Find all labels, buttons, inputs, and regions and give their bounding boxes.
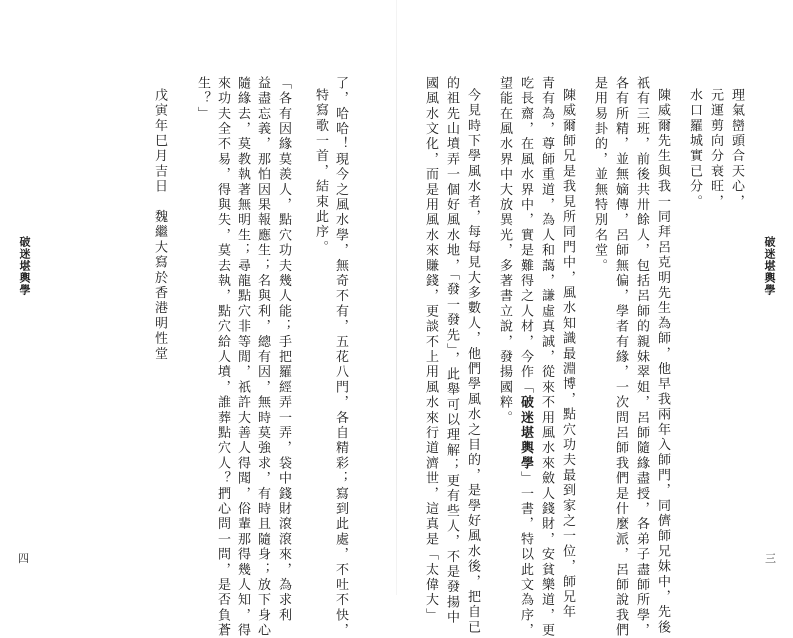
right-text-column: 青有為，尊師重道，為人和藹，謙虛真誠，從來不用風水來斂人錢財，安貧樂道，更 xyxy=(539,76,554,638)
left-text-column: 隨緣去，莫教執著無明生；尋龍點穴非等閒，祇許大善人得聞，俗輩那得幾人知，得 xyxy=(235,76,250,638)
right-text-column: 的祖先山墳弄一個好風水地，「發一發先」，此舉可以理解；更有些人，不是發揚中 xyxy=(444,76,459,626)
right-text-column: 是用易卦的，並無特別名堂。 xyxy=(592,76,607,274)
right-page-header: 破迷堪輿學 xyxy=(763,236,776,296)
right-text-column: 各有所精，並無嫡傳，呂師無偏，學者有緣，一次問呂師我們是什麼派，呂師說我們 xyxy=(613,76,628,638)
right-text-column: 陳威爾師兄是我見所同門中，風水知識最淵博，點穴功夫最到家之一位，師兄年 xyxy=(560,88,575,620)
left-text-column: 來功夫全不易，得與失，莫去執，點穴給人墳，誰葬點穴人？捫心問一問，是否負蒼 xyxy=(215,76,230,638)
right-text-column: 祇有三班，前後共卅餘人，包括呂師的親妹翠姐，呂師隨緣盡授，各弟子盡師所學， xyxy=(634,76,649,638)
right-text-column: 望能在風水界中大放異光，多著書立說，發揚國粹。 xyxy=(497,76,512,426)
right-text-column: 今見時下學風水者，每每見大多數人，他們學風水之目的，是學好風水後，把自已 xyxy=(465,88,480,636)
text-before-title: 吃長齋，在風水界中，實是難得之人材，今作「 xyxy=(518,76,533,396)
left-page xyxy=(0,0,396,638)
right-text-column-with-title xyxy=(516,76,535,638)
signature-line: 戊寅年巳月吉日 魏繼大寫於香港明性堂 xyxy=(152,88,167,362)
right-page-number: 三 xyxy=(765,552,776,565)
right-text-column: 陳威爾先生與我一同拜呂克明先生為師，他早我兩年入師門，同儕師兄妹中，先後 xyxy=(655,88,670,636)
left-page-number: 四 xyxy=(18,552,29,565)
left-text-column: 了，哈哈！現今之風水學，無奇不有，五花八門，各自精彩；寫到此處，不吐不快， xyxy=(333,76,348,638)
left-text-column: 益盡忘義，那怕因果報應生；名與利，總有因，無時莫強求，有時且隨身；放下身心 xyxy=(255,76,270,638)
poem-line: 元運剪向分衰旺， xyxy=(708,88,723,210)
left-page-header: 破迷堪輿學 xyxy=(18,236,31,296)
book-title-bold: 破迷堪輿學 xyxy=(518,395,533,472)
text-after-title: 」一書，特以此文為序， xyxy=(518,471,533,638)
left-text-column: 生？」 xyxy=(195,76,210,122)
right-page xyxy=(397,0,793,638)
left-text-column: 「各有因緣莫羨人，點穴功夫幾人能；手把羅經弄一弄，袋中錢財滾滾來，為求利 xyxy=(276,76,291,624)
poem-line: 理氣巒頭合天心， xyxy=(729,88,744,210)
left-text-column: 特寫歌一首，結束此序。 xyxy=(313,88,328,256)
right-text-column: 國風水文化，而是用風水來賺錢，更談不上用風水來行道濟世，這真是「太偉大」 xyxy=(423,76,438,624)
poem-line: 水口羅城實已分。 xyxy=(687,88,702,210)
